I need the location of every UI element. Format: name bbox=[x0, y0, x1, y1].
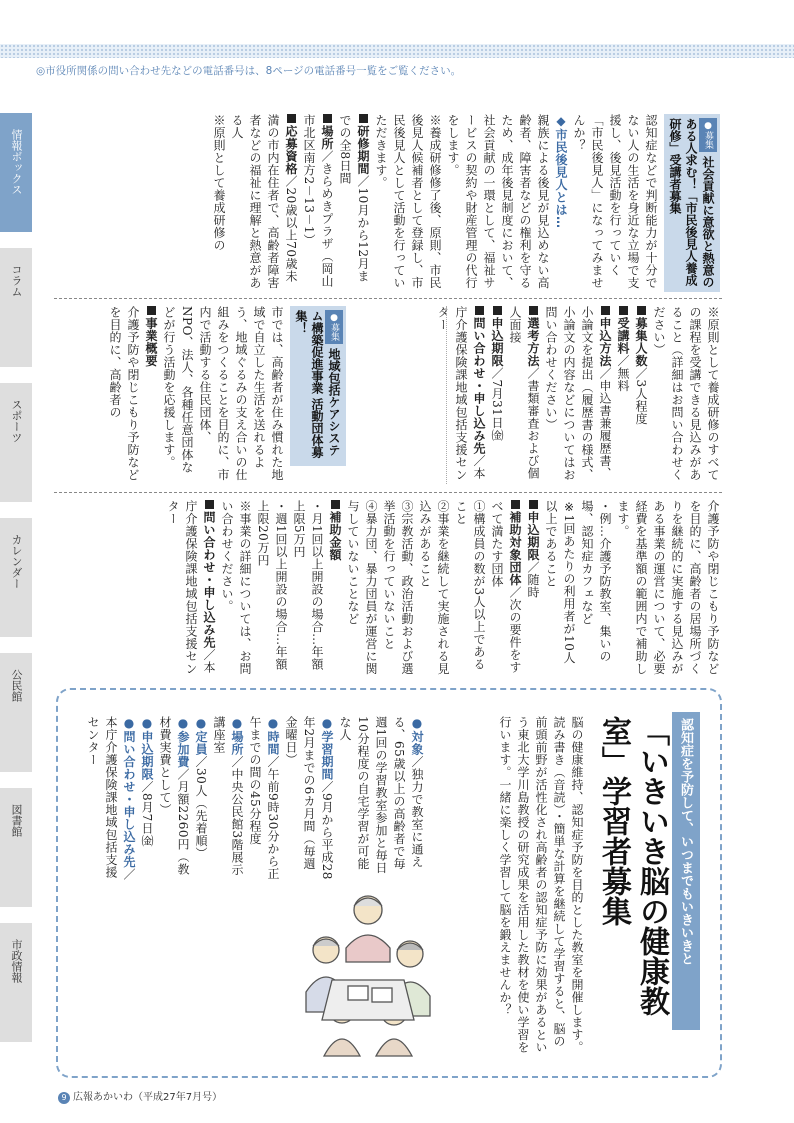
care-grant-label: 補助金額 bbox=[328, 511, 342, 561]
care-contact-label: 問い合わせ・申し込み先 bbox=[202, 511, 216, 649]
care-grant1: ・月1回以上開設の場合…年額上限5万円 bbox=[292, 500, 324, 671]
care-body-low bbox=[54, 500, 722, 676]
page-number: 9 bbox=[58, 1092, 70, 1104]
brain-period-label: ●学習期間 bbox=[320, 716, 334, 781]
guardian-qual-label: 応募資格 bbox=[284, 125, 298, 175]
care-note2: ※事業の詳細については、お問い合わせください。 bbox=[220, 500, 252, 675]
tab-library[interactable]: 図書館 bbox=[0, 788, 32, 915]
care-grant2: ・週1回以上開設の場合…年額上限20万円 bbox=[256, 500, 288, 671]
care-req3: ③宗教活動、政治活動および選挙活動を行っていないこと bbox=[382, 500, 414, 675]
guardian-tag: ●募集 bbox=[699, 118, 717, 152]
care-overview-label: 事業概要 bbox=[144, 317, 158, 367]
tab-column[interactable]: コラム bbox=[0, 248, 32, 375]
care-req2: ②事業を継続して実施される見込みがあること bbox=[418, 500, 450, 675]
brain-deadline: ／8月7日㈮ bbox=[140, 780, 154, 847]
guardian-title-text: 社会貢献に意欲と熱意のある人求む！「市民後見人養成研修」受講者募集 bbox=[668, 118, 715, 288]
guardian-count-label: 募集人数 bbox=[634, 317, 648, 367]
guardian-fee: ／無料 bbox=[616, 354, 630, 392]
tab-city-info[interactable]: 市政情報 bbox=[0, 923, 32, 1050]
seniors-study-illustration bbox=[302, 888, 434, 1058]
guardian-qual: ／20歳以上70歳未満の市内在住者で、高齢者障害者などの福祉に理解と熱意がある人 bbox=[230, 114, 298, 289]
care-deadline: ／随時 bbox=[526, 561, 540, 599]
brain-cap-label: ●定員 bbox=[194, 716, 208, 756]
phone-notice: ◎市役所関係の問い合わせ先などの電話番号は、8ページの電話番号一覧をご覧ください。 bbox=[36, 65, 462, 77]
care-body-mid bbox=[54, 306, 286, 484]
care-target-label: 補助対象団体 bbox=[508, 511, 522, 586]
guardian-contact: ／本庁介護保険課地域包括支援センター bbox=[436, 306, 486, 481]
brain-period: ／9月から平成28年2月までの6カ月間（毎週金曜日） bbox=[284, 716, 334, 880]
guardian-note2-a: ※原則として養成研修の bbox=[212, 114, 226, 252]
care-target: ／次の要件をすべて満たす団体 bbox=[490, 500, 522, 674]
brain-contact: ／本庁介護保険課地域包括支援センター bbox=[86, 716, 136, 881]
guardian-count: ／3人程度 bbox=[634, 367, 648, 426]
brain-fee-label: ●参加費 bbox=[176, 716, 190, 768]
guardian-place-label: 場所 bbox=[320, 125, 334, 150]
brain-intro: 脳の健康維持、認知症予防を目的とした教室を開催します。読み書き（音読）・簡単な計算を継続して学習すると、脳の前頭前野が活性化され高齢者の認知症予防に効果があるという東北大学川島教授の研究成果を活用した教材を使い学習を行います。一緒に楽しく学習して脳を鍛えませんか？ bbox=[498, 716, 584, 1054]
guardian-intro: 認知症などで判断能力が十分でない人の生活を身近な立場で支援し、後見活動を行っていく「市民後見人」になってみませんか？ bbox=[572, 114, 658, 289]
brain-time-label: ●時間 bbox=[266, 716, 280, 756]
care-note1: ※1回あたりの利用者が10人以上であること bbox=[544, 500, 576, 664]
guardian-select-label: 選考方法 bbox=[526, 317, 540, 367]
care-overview: 介護予防や閉じこもり予防などを目的に、高齢者の居場所づくりを継続的に実施する見込みがある事業の運営について、必要経費を基準額の範囲内で補助します。 bbox=[616, 500, 720, 675]
brain-cap: ／30人（先着順） bbox=[194, 755, 208, 860]
brain-target-label: ●対象 bbox=[410, 716, 424, 756]
guardian-what-body: 親族による後見が見込めない高齢者、障害者などの権利を守るため、成年後見制度において、社会貢献の一環として、福祉サービスの契約や財産管理の代行をします。 bbox=[446, 114, 550, 289]
column-divider bbox=[446, 306, 447, 484]
guardian-deadline-label: 申込期限 bbox=[490, 317, 504, 367]
guardian-period-label: 研修期間 bbox=[356, 125, 370, 175]
footer-publication: 広報あかいわ（平成27年7月号） bbox=[73, 1092, 223, 1103]
guardian-contact-label: 問い合わせ・申し込み先 bbox=[472, 317, 486, 455]
section-divider-1 bbox=[54, 298, 722, 299]
brain-subtitle: 認知症を予防して、いつまでもいきいきと bbox=[672, 712, 700, 1030]
tab-info-box[interactable]: 情報ボックス bbox=[0, 113, 32, 240]
guardian-apply-label: 申込方法 bbox=[598, 317, 612, 367]
care-req4: ④暴力団、暴力団員が運営に関与していないことなど bbox=[346, 500, 378, 675]
care-title-text: 地域包括ケアシステム構築促進事業 活動団体募集！ bbox=[294, 310, 341, 459]
brain-details-col bbox=[80, 716, 426, 882]
header-dot-band bbox=[0, 44, 794, 58]
guardian-deadline: ／7月31日㈮ bbox=[490, 367, 504, 442]
section-divider-2 bbox=[54, 492, 722, 493]
tab-community-hall[interactable]: 公民館 bbox=[0, 653, 32, 780]
care-example: ・例…介護予防教室、集いの場、認知症カフェなど bbox=[580, 500, 612, 663]
guardian-title bbox=[664, 114, 720, 292]
care-contact: ／本庁介護保険課地域包括支援センター bbox=[166, 500, 216, 675]
brain-title: 「いきいき脳の健康教室」学習者募集 bbox=[596, 716, 669, 1016]
care-overview-a: 介護予防や閉じこもり予防などを目的に、高齢者の bbox=[108, 306, 140, 481]
guardian-note2: ※原則として養成研修のすべての課程を受講できる見込みがあること（詳細はお問い合わせください） bbox=[652, 306, 720, 481]
care-req1: ①構成員の数が3人以上であること bbox=[454, 500, 486, 671]
brain-place: ／中央公民館3階展示講座室 bbox=[212, 716, 244, 877]
guardian-period: ／10月から12月までの全8日間 bbox=[338, 114, 370, 283]
side-tab-nav bbox=[0, 113, 32, 1058]
brain-target: ／独力で教室に通える、65歳以上の高齢者で毎週1回の学習教室参加と毎日10分程度の自宅学習が可能な人 bbox=[338, 716, 424, 875]
tab-sports[interactable]: スポーツ bbox=[0, 383, 32, 510]
guardian-note1: ※養成研修修了後、原則、市民後見人候補者として登録し、市民後見人として活動を行っていただきます。 bbox=[374, 114, 442, 289]
brain-time: ／午前9時30分から正午までの間の45分程度 bbox=[248, 716, 280, 880]
guardian-apply: ／申込書兼履歴書、小論文を提出（履歴書の様式、小論文の内容などについてはお問い合わせください） bbox=[544, 306, 612, 481]
care-tag: ●募集 bbox=[325, 310, 343, 344]
care-deadline-label: 申込期限 bbox=[526, 511, 540, 561]
brain-contact-label: ●問い合わせ・申し込み先 bbox=[122, 716, 136, 868]
guardian-fee-label: 受講料 bbox=[616, 317, 630, 355]
brain-intro-col bbox=[430, 716, 586, 1056]
guardian-what-head: ◆市民後見人とは… bbox=[554, 114, 568, 229]
brain-place-label: ●場所 bbox=[230, 716, 244, 756]
care-intro: 市では、高齢者が住み慣れた地域で自立した生活を送れるよう、地域ぐるみの支え合いの仕組みをつくることを目的に、市内で活動する住民団体、NPO、法人、各種任意団体などが行う活動を応援します。 bbox=[162, 306, 284, 481]
guardian-place: ／きらめきプラザ（岡山市北区南方2－13－1） bbox=[302, 114, 334, 288]
brain-deadline-label: ●申込期限 bbox=[140, 716, 154, 781]
guardian-body-mid bbox=[436, 306, 722, 484]
guardian-select: ／書類審査および個人面接 bbox=[508, 306, 540, 480]
tab-calendar[interactable]: カレンダー bbox=[0, 518, 32, 645]
page-footer bbox=[58, 1088, 222, 1104]
brain-fee: ／月額2260円（教材費実費として） bbox=[158, 716, 190, 876]
care-title bbox=[290, 306, 346, 466]
guardian-body-top bbox=[54, 114, 660, 292]
